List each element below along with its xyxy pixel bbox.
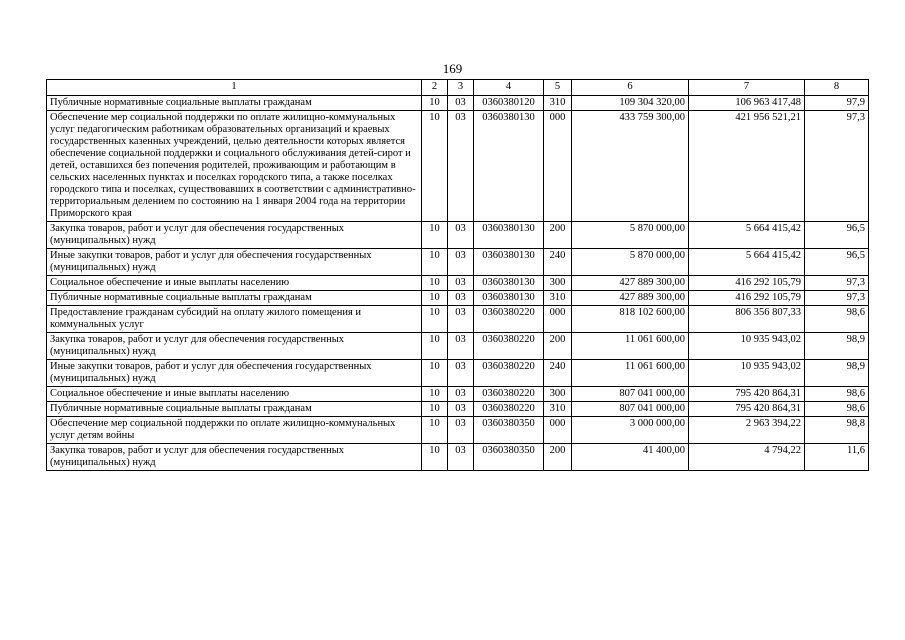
section-code: 10 [422, 333, 448, 360]
header-cell: 3 [448, 80, 474, 96]
execution-percent: 11,6 [805, 444, 869, 471]
target-article-code: 0360380220 [474, 360, 544, 387]
section-code: 10 [422, 111, 448, 222]
row-description: Иные закупки товаров, работ и услуг для обеспечения государственных (муниципальных) нужд [47, 249, 422, 276]
executed-amount: 416 292 105,79 [689, 276, 805, 291]
section-code: 10 [422, 306, 448, 333]
budget-table [46, 79, 869, 471]
subsection-code: 03 [448, 417, 474, 444]
table-body [47, 96, 869, 471]
target-article-code: 0360380220 [474, 387, 544, 402]
planned-amount: 11 061 600,00 [572, 360, 689, 387]
execution-percent: 96,5 [805, 249, 869, 276]
subsection-code: 03 [448, 96, 474, 111]
table-row [47, 291, 869, 306]
row-description: Закупка товаров, работ и услуг для обеспечения государственных (муниципальных) нужд [47, 222, 422, 249]
executed-amount: 795 420 864,31 [689, 387, 805, 402]
header-cell: 8 [805, 80, 869, 96]
target-article-code: 0360380130 [474, 111, 544, 222]
executed-amount: 5 664 415,42 [689, 249, 805, 276]
section-code: 10 [422, 402, 448, 417]
row-description: Иные закупки товаров, работ и услуг для обеспечения государственных (муниципальных) нужд [47, 360, 422, 387]
table-row [47, 387, 869, 402]
header-cell: 2 [422, 80, 448, 96]
planned-amount: 5 870 000,00 [572, 222, 689, 249]
row-description: Закупка товаров, работ и услуг для обеспечения государственных (муниципальных) нужд [47, 333, 422, 360]
subsection-code: 03 [448, 333, 474, 360]
planned-amount: 3 000 000,00 [572, 417, 689, 444]
section-code: 10 [422, 291, 448, 306]
executed-amount: 806 356 807,33 [689, 306, 805, 333]
table-row [47, 417, 869, 444]
header-cell: 7 [689, 80, 805, 96]
execution-percent: 98,8 [805, 417, 869, 444]
planned-amount: 11 061 600,00 [572, 333, 689, 360]
expense-type-code: 300 [544, 387, 572, 402]
subsection-code: 03 [448, 249, 474, 276]
subsection-code: 03 [448, 360, 474, 387]
row-description: Закупка товаров, работ и услуг для обеспечения государственных (муниципальных) нужд [47, 444, 422, 471]
target-article-code: 0360380220 [474, 333, 544, 360]
expense-type-code: 200 [544, 444, 572, 471]
expense-type-code: 200 [544, 333, 572, 360]
table-row [47, 222, 869, 249]
subsection-code: 03 [448, 306, 474, 333]
target-article-code: 0360380130 [474, 276, 544, 291]
executed-amount: 416 292 105,79 [689, 291, 805, 306]
subsection-code: 03 [448, 276, 474, 291]
planned-amount: 433 759 300,00 [572, 111, 689, 222]
page-number: 169 [442, 61, 463, 76]
table-row [47, 249, 869, 276]
section-code: 10 [422, 360, 448, 387]
planned-amount: 5 870 000,00 [572, 249, 689, 276]
execution-percent: 97,3 [805, 111, 869, 222]
target-article-code: 0360380220 [474, 402, 544, 417]
header-cell: 5 [544, 80, 572, 96]
execution-percent: 98,9 [805, 333, 869, 360]
target-article-code: 0360380350 [474, 417, 544, 444]
expense-type-code: 300 [544, 276, 572, 291]
execution-percent: 96,5 [805, 222, 869, 249]
table-row [47, 96, 869, 111]
section-code: 10 [422, 276, 448, 291]
header-row [47, 80, 869, 96]
expense-type-code: 310 [544, 402, 572, 417]
table-row [47, 276, 869, 291]
table-row [47, 402, 869, 417]
subsection-code: 03 [448, 111, 474, 222]
subsection-code: 03 [448, 387, 474, 402]
expense-type-code: 240 [544, 360, 572, 387]
planned-amount: 807 041 000,00 [572, 402, 689, 417]
planned-amount: 427 889 300,00 [572, 276, 689, 291]
subsection-code: 03 [448, 444, 474, 471]
execution-percent: 98,6 [805, 387, 869, 402]
execution-percent: 97,3 [805, 276, 869, 291]
header-cell: 4 [474, 80, 544, 96]
header-cell: 6 [572, 80, 689, 96]
planned-amount: 807 041 000,00 [572, 387, 689, 402]
target-article-code: 0360380220 [474, 306, 544, 333]
target-article-code: 0360380130 [474, 249, 544, 276]
planned-amount: 427 889 300,00 [572, 291, 689, 306]
executed-amount: 2 963 394,22 [689, 417, 805, 444]
executed-amount: 10 935 943,02 [689, 360, 805, 387]
section-code: 10 [422, 417, 448, 444]
subsection-code: 03 [448, 291, 474, 306]
row-description: Публичные нормативные социальные выплаты гражданам [47, 96, 422, 111]
expense-type-code: 000 [544, 306, 572, 333]
expense-type-code: 240 [544, 249, 572, 276]
row-description: Социальное обеспечение и иные выплаты населению [47, 387, 422, 402]
section-code: 10 [422, 387, 448, 402]
execution-percent: 98,9 [805, 360, 869, 387]
section-code: 10 [422, 444, 448, 471]
target-article-code: 0360380350 [474, 444, 544, 471]
planned-amount: 41 400,00 [572, 444, 689, 471]
expense-type-code: 310 [544, 96, 572, 111]
table-row [47, 444, 869, 471]
table-row [47, 306, 869, 333]
table-row [47, 333, 869, 360]
executed-amount: 795 420 864,31 [689, 402, 805, 417]
execution-percent: 97,9 [805, 96, 869, 111]
executed-amount: 106 963 417,48 [689, 96, 805, 111]
executed-amount: 421 956 521,21 [689, 111, 805, 222]
execution-percent: 98,6 [805, 402, 869, 417]
row-description: Предоставление гражданам субсидий на оплату жилого помещения и коммунальных услуг [47, 306, 422, 333]
section-code: 10 [422, 96, 448, 111]
planned-amount: 818 102 600,00 [572, 306, 689, 333]
target-article-code: 0360380130 [474, 291, 544, 306]
target-article-code: 0360380130 [474, 222, 544, 249]
table-row [47, 360, 869, 387]
expense-type-code: 200 [544, 222, 572, 249]
expense-type-code: 310 [544, 291, 572, 306]
header-cell: 1 [47, 80, 422, 96]
executed-amount: 10 935 943,02 [689, 333, 805, 360]
expense-type-code: 000 [544, 417, 572, 444]
subsection-code: 03 [448, 222, 474, 249]
table-row [47, 111, 869, 222]
executed-amount: 4 794,22 [689, 444, 805, 471]
section-code: 10 [422, 249, 448, 276]
subsection-code: 03 [448, 402, 474, 417]
execution-percent: 97,3 [805, 291, 869, 306]
row-description: Социальное обеспечение и иные выплаты населению [47, 276, 422, 291]
row-description: Публичные нормативные социальные выплаты гражданам [47, 291, 422, 306]
section-code: 10 [422, 222, 448, 249]
executed-amount: 5 664 415,42 [689, 222, 805, 249]
row-description: Публичные нормативные социальные выплаты гражданам [47, 402, 422, 417]
row-description: Обеспечение мер социальной поддержки по оплате жилищно-коммунальных услуг педагогическим работникам образовательных организаций и краевых государственных казенных учреждений, целью деятельности которых является обеспечение социальной поддержки и социального обслуживания детей-сирот и детей, оставшихся без попечения родителей, проживающим и работающим в сельских населенных пунктах и поселках городского типа, а также поселках городского типа и поселках, существовавших в соответствии с административно-территориальным делением по состоянию на 1 января 2004 года на территории Приморского края [47, 111, 422, 222]
target-article-code: 0360380120 [474, 96, 544, 111]
row-description: Обеспечение мер социальной поддержки по оплате жилищно-коммунальных услуг детям войны [47, 417, 422, 444]
expense-type-code: 000 [544, 111, 572, 222]
execution-percent: 98,6 [805, 306, 869, 333]
planned-amount: 109 304 320,00 [572, 96, 689, 111]
